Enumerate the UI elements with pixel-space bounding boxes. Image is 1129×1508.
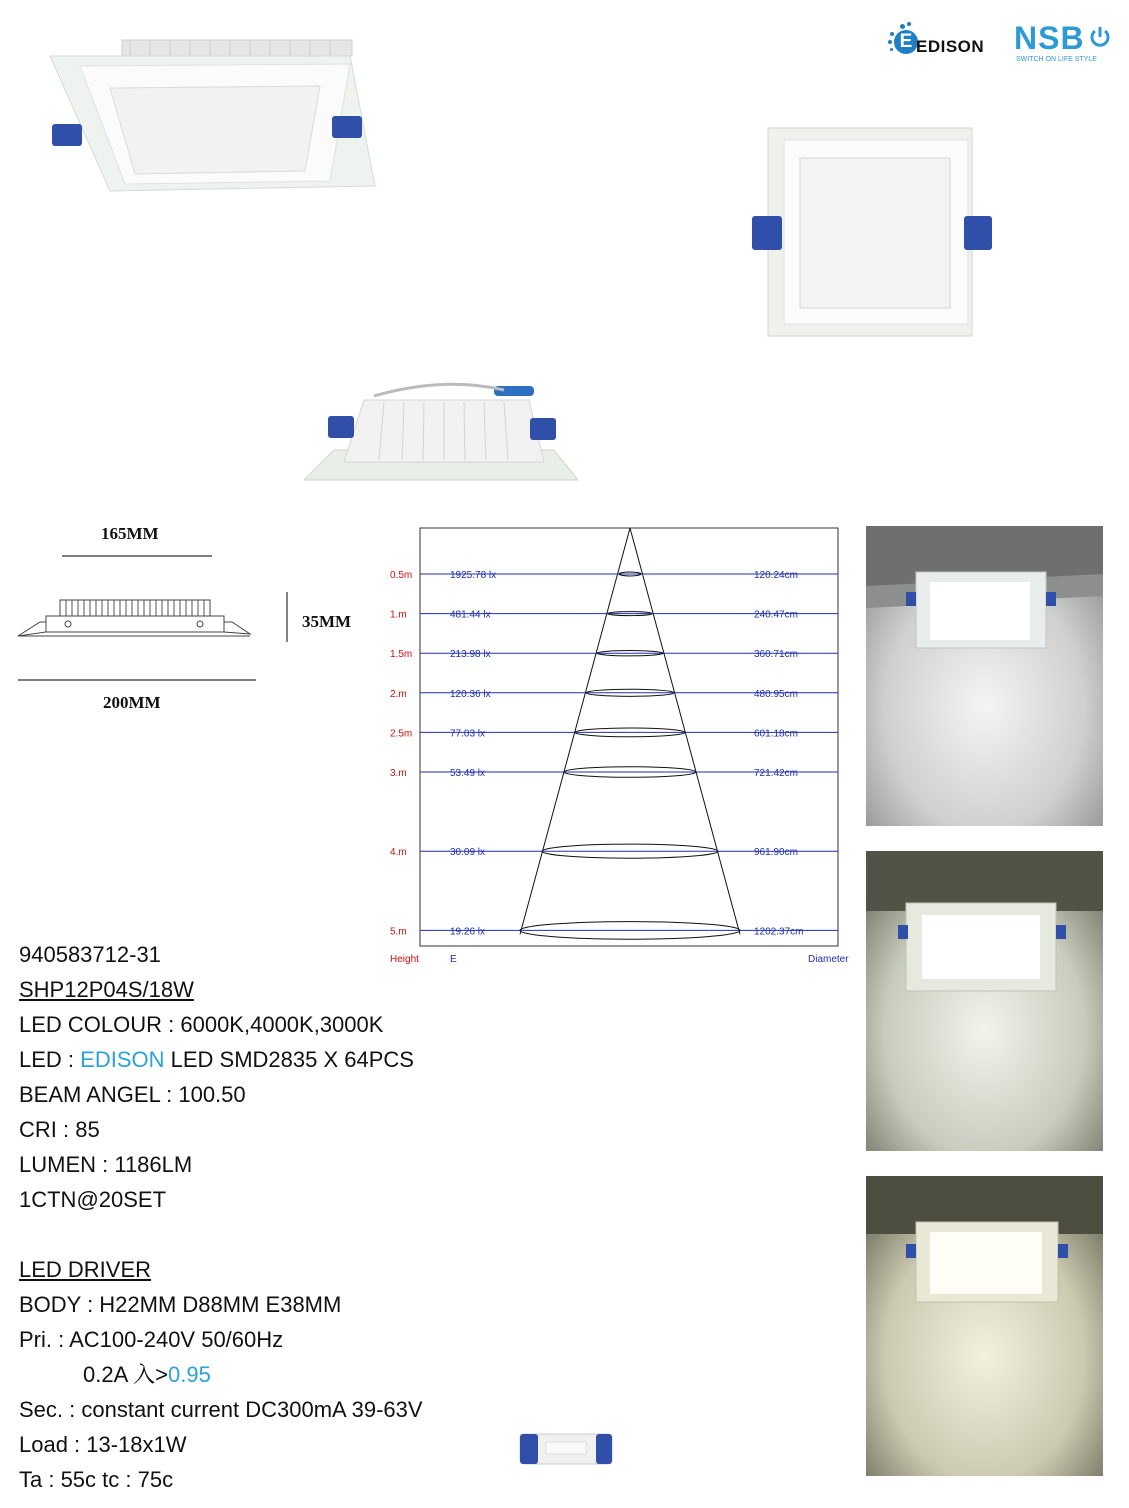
chart-xlabel-diameter: Diameter xyxy=(808,954,849,965)
spec-list xyxy=(19,937,423,1497)
driver-power-factor xyxy=(19,1357,423,1392)
pf-prefix: 0.2A 入> xyxy=(83,1362,169,1387)
photo-4000k xyxy=(866,851,1103,1151)
dim-height: 35MM xyxy=(302,612,352,631)
driver-temperature: Ta : 55c tc : 75c xyxy=(19,1467,174,1492)
chart-illuminance-label: 77.03 lx xyxy=(450,728,486,740)
cri: CRI : 85 xyxy=(19,1117,100,1142)
model-number: SHP12P04S/18W xyxy=(19,977,194,1002)
chart-diameter-label: 120.24cm xyxy=(754,570,798,581)
carton: 1CTN@20SET xyxy=(19,1187,167,1212)
chart-diameter-label: 360.71cm xyxy=(754,649,798,661)
chart-height-label: 2.5m xyxy=(390,728,413,740)
photo-3000k xyxy=(866,1176,1103,1476)
beam-angle-chart xyxy=(384,520,858,970)
chart-diameter-label: 721.42cm xyxy=(754,768,798,779)
led-driver-image xyxy=(516,1426,616,1474)
chart-diameter-label: 240.47cm xyxy=(754,609,798,621)
led-spec xyxy=(19,1042,423,1077)
product-image-back xyxy=(304,380,580,484)
chart-illuminance-label: 213.98 lx xyxy=(450,649,491,661)
lumen: LUMEN : 1186LM xyxy=(19,1152,193,1177)
product-image-face xyxy=(748,124,994,340)
chart-xlabel-height: Height xyxy=(390,954,419,965)
chart-diameter-label: 601.18cm xyxy=(754,728,798,740)
chart-height-label: 0.5m xyxy=(390,570,413,581)
product-code: 940583712-31 xyxy=(19,942,161,967)
dim-top-width: 165MM xyxy=(101,524,159,543)
led-brand: EDISON xyxy=(80,1047,165,1072)
chart-illuminance-label: 19.26 lx xyxy=(450,926,486,938)
dim-bottom-width: 200MM xyxy=(103,693,161,712)
led-suffix: LED SMD2835 X 64PCS xyxy=(164,1047,414,1072)
led-colour: LED COLOUR : 6000K,4000K,3000K xyxy=(19,1012,384,1037)
led-prefix: LED : xyxy=(19,1047,81,1072)
chart-height-label: 5.m xyxy=(390,926,407,938)
nsb-logo xyxy=(1014,20,1118,68)
chart-diameter-label: 961.90cm xyxy=(754,847,798,859)
driver-secondary: Sec. : constant current DC300mA 39-63V xyxy=(19,1397,423,1422)
chart-illuminance-label: 481.44 lx xyxy=(450,609,491,621)
chart-xlabel-e: E xyxy=(450,954,457,965)
driver-primary: Pri. : AC100-240V 50/60Hz xyxy=(19,1327,284,1352)
product-image-front xyxy=(40,36,380,196)
edison-wordmark: EDISON xyxy=(916,37,985,56)
chart-illuminance-label: 53.49 lx xyxy=(450,768,486,779)
driver-load: Load : 13-18x1W xyxy=(19,1432,187,1457)
chart-height-label: 1.5m xyxy=(390,649,413,661)
power-icon xyxy=(1089,26,1111,48)
chart-illuminance-label: 30.09 lx xyxy=(450,847,486,859)
chart-illuminance-label: 1925.78 lx xyxy=(450,570,497,581)
spacer xyxy=(19,1217,423,1252)
driver-body: BODY : H22MM D88MM E38MM xyxy=(19,1292,342,1317)
chart-height-label: 1.m xyxy=(390,609,407,621)
dimension-drawing xyxy=(10,550,300,690)
driver-title: LED DRIVER xyxy=(19,1257,152,1282)
chart-diameter-label: 480.95cm xyxy=(754,688,798,700)
nsb-tagline: SWITCH ON LIFE STYLE xyxy=(1016,56,1097,63)
edison-logo xyxy=(892,26,1004,60)
nsb-wordmark: NSB xyxy=(1014,20,1085,56)
chart-illuminance-label: 120.36 lx xyxy=(450,688,491,700)
edison-e-mark: E xyxy=(894,30,918,54)
chart-height-label: 4.m xyxy=(390,847,407,859)
beam-angle: BEAM ANGEL : 100.50 xyxy=(19,1082,246,1107)
photo-6000k xyxy=(866,526,1103,826)
pf-value: 0.95 xyxy=(168,1362,211,1387)
chart-height-label: 3.m xyxy=(390,768,407,779)
chart-diameter-label: 1202.37cm xyxy=(754,926,804,938)
chart-height-label: 2.m xyxy=(390,688,407,700)
